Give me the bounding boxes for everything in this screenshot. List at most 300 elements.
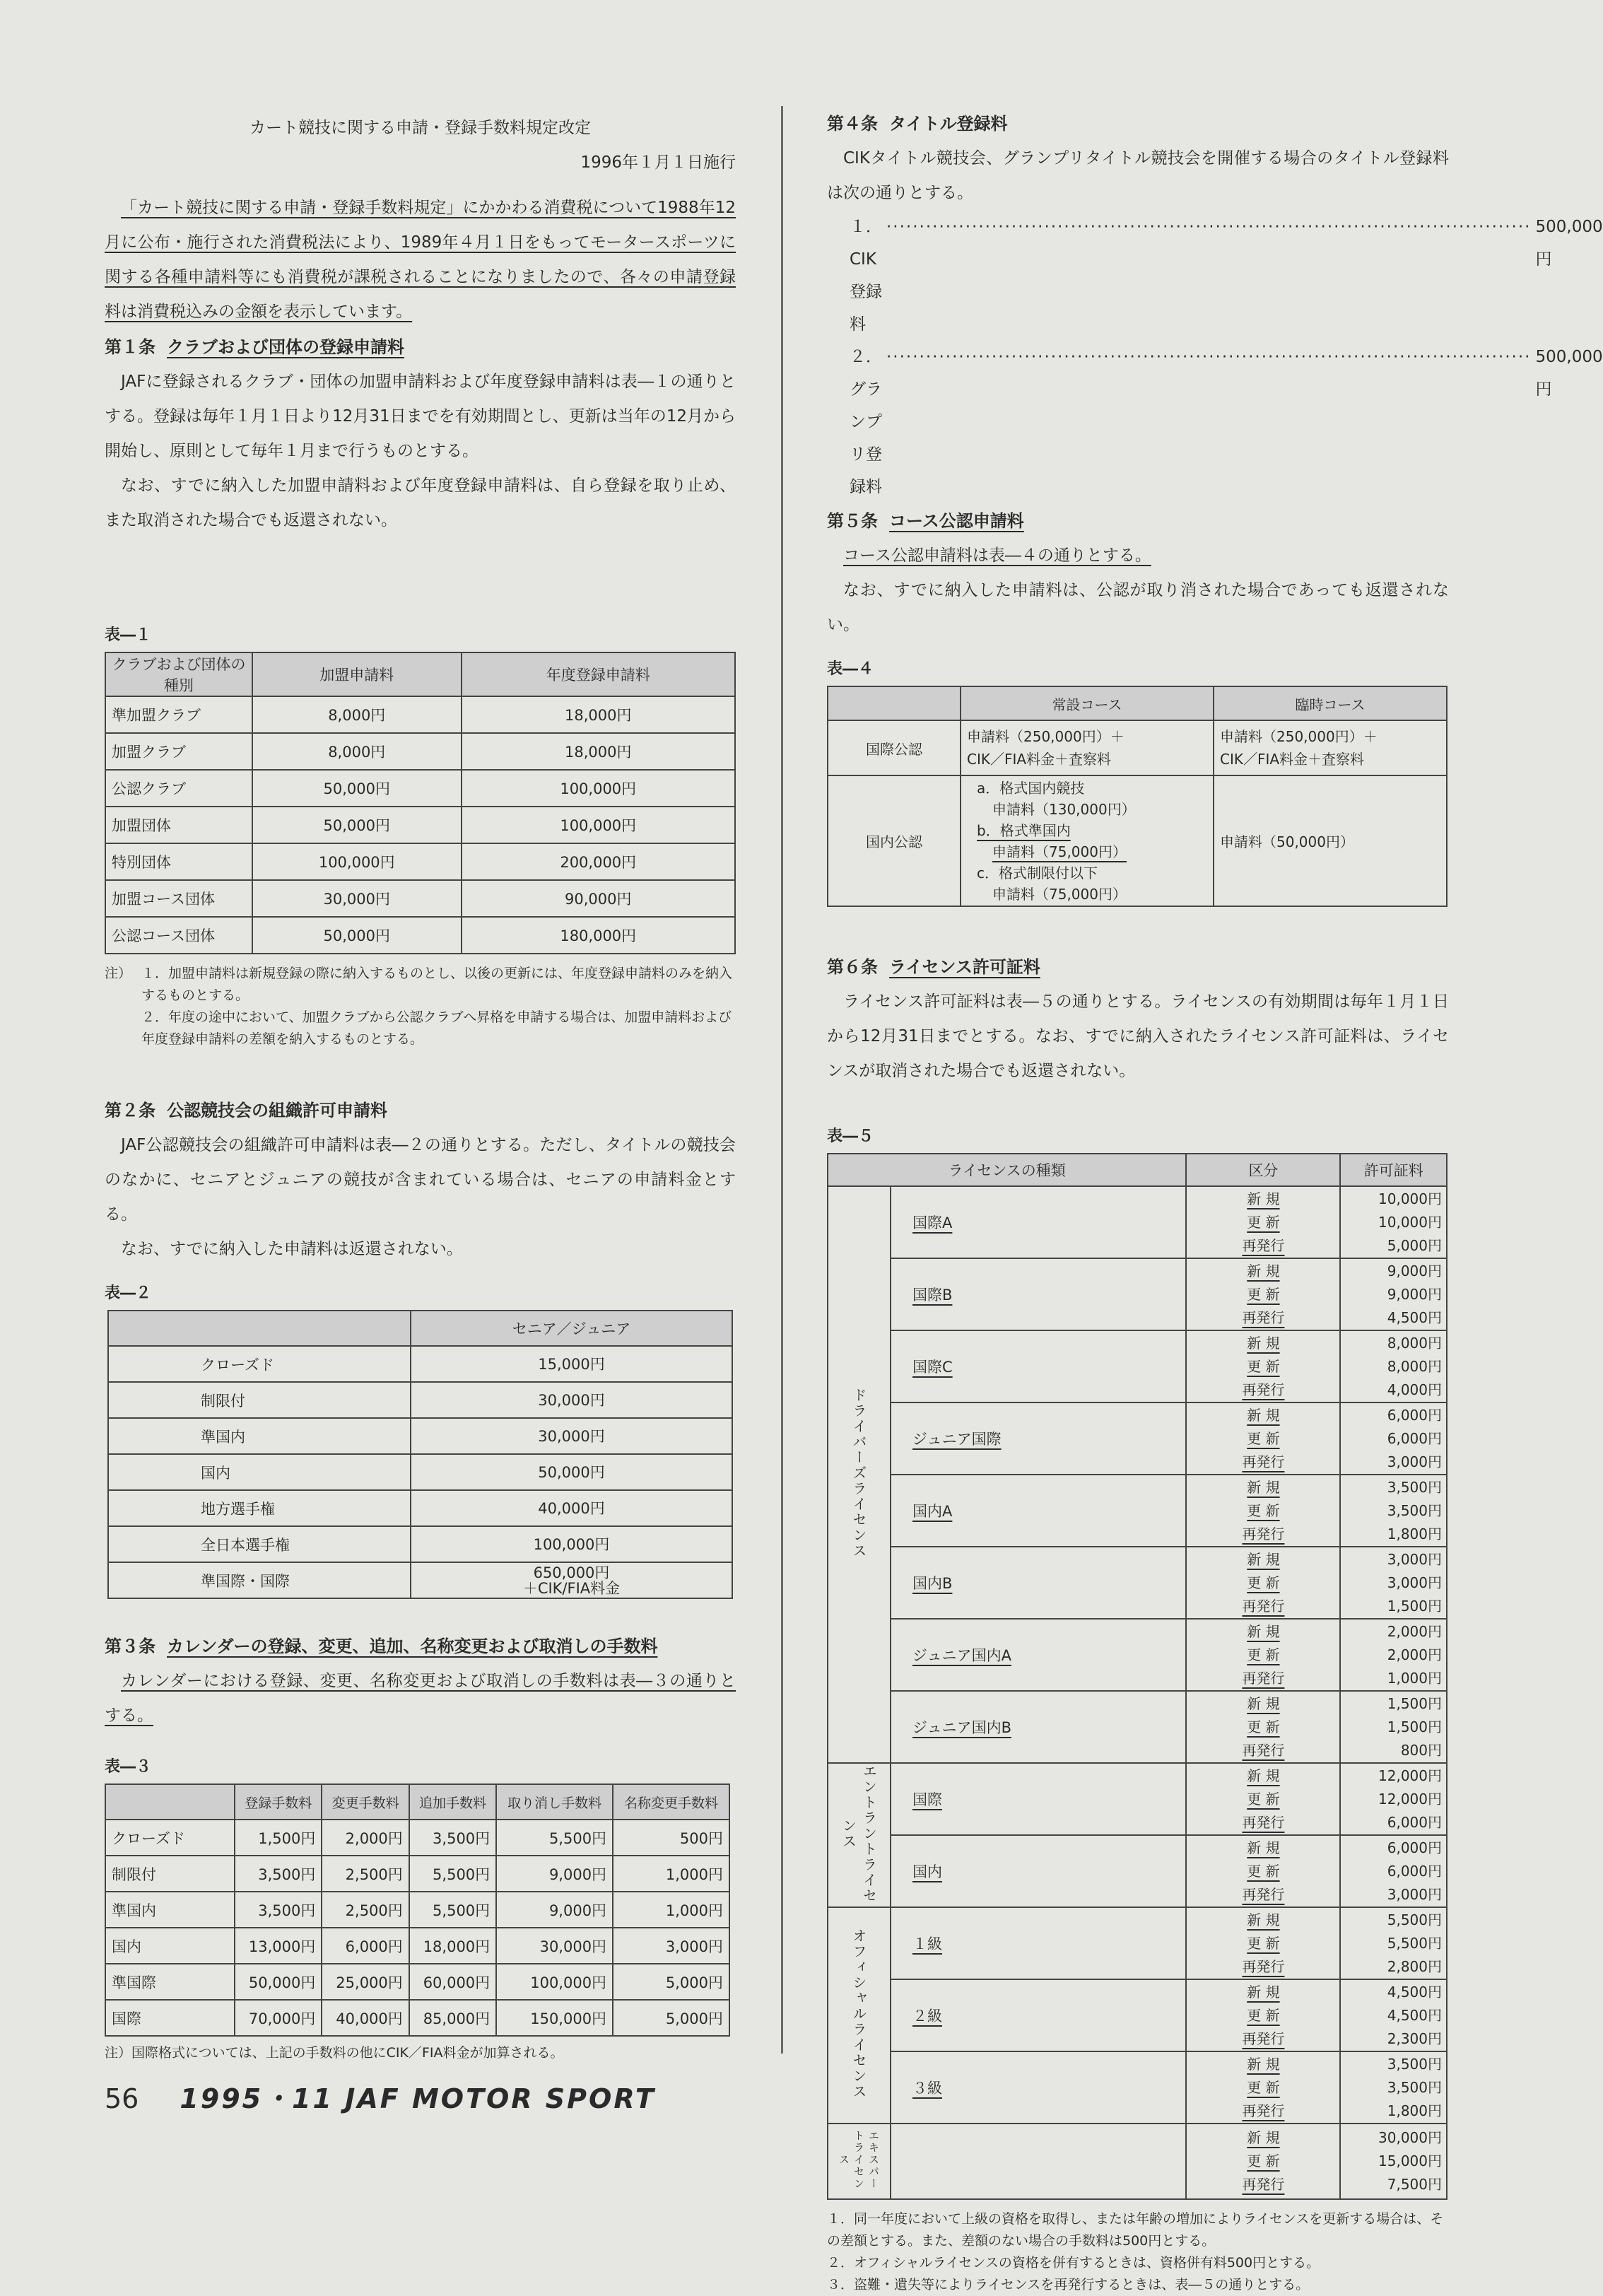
kind-label: 新 規 [1247, 1550, 1280, 1568]
table-cell: ジュニア国際 [891, 1402, 1186, 1475]
table-1 [105, 652, 736, 954]
table-row [108, 1526, 732, 1562]
table-cell [1340, 1330, 1447, 1402]
table-cell: 地方選手権 [108, 1490, 411, 1526]
table-row [105, 1892, 729, 1928]
table-row [828, 1907, 1447, 1979]
article-5-heading: 第５条 コース公認申請料 [827, 511, 1024, 531]
table-cell: 申請料（250,000円）＋ CIK／FIA料金＋査察料 [1214, 720, 1447, 775]
table-row [828, 1763, 1447, 1835]
fee-value: 1,500円 [1387, 1694, 1442, 1712]
kind-label: 更 新 [1247, 1285, 1280, 1303]
kind-label: 更 新 [1247, 1357, 1280, 1375]
table-cell: 3,500円 [235, 1856, 322, 1892]
kind-label: 新 規 [1247, 1983, 1280, 2001]
table-cell: 18,000円 [462, 696, 735, 733]
table-cell: 国際A [891, 1186, 1186, 1258]
fee-value: 15,000円 [1378, 2152, 1442, 2169]
license-group-label: エキスパートライセンス [838, 2129, 880, 2190]
fee-value: 4,000円 [1387, 1381, 1442, 1398]
table-cell: 1,000円 [613, 1892, 729, 1928]
fee-value: 6,000円 [1387, 1862, 1442, 1880]
table-cell [891, 2124, 1186, 2199]
table-cell: 国際公認 [828, 720, 961, 775]
table-cell: 500円 [613, 1820, 729, 1856]
fee-value: 2,000円 [1387, 1646, 1442, 1663]
fee-value: 8,000円 [1387, 1357, 1442, 1375]
table-row [105, 1964, 729, 2000]
page-footer [105, 2077, 656, 2116]
article-3-text: カレンダーにおける登録、変更、名称変更および取消しの手数料は表―３の通りとする。 [105, 1672, 736, 1725]
table-row [105, 880, 735, 917]
table-5-notes [827, 2208, 1449, 2296]
table-row [828, 1475, 1447, 1547]
table-line: 申請料（75,000円） [992, 885, 1127, 903]
table-row [105, 917, 735, 954]
table-row [105, 807, 735, 843]
table-cell: クローズド [105, 1820, 235, 1856]
table-line: 申請料（130,000円） [992, 800, 1136, 818]
table-header: 区分 [1186, 1154, 1340, 1186]
doc-date: 1996年１月１日施行 [580, 153, 736, 172]
table-cell: 国内 [891, 1835, 1186, 1907]
kind-label: 新 規 [1247, 1334, 1280, 1352]
fee-value: 2,300円 [1387, 2030, 1442, 2047]
table-cell: 公認コース団体 [105, 917, 252, 954]
table-cell: 90,000円 [462, 880, 735, 917]
kind-label: 更 新 [1247, 1934, 1280, 1952]
kind-label: 新 規 [1247, 1406, 1280, 1424]
fee-value: 2,000円 [1387, 1622, 1442, 1640]
table-cell [1186, 1547, 1340, 1619]
column-divider [781, 106, 783, 2054]
table-row [105, 2000, 729, 2036]
table-cell [1186, 1402, 1340, 1475]
fee-value: 10,000円 [1378, 1213, 1442, 1231]
table-row [105, 696, 735, 733]
kind-label: 再発行 [1242, 1813, 1285, 1831]
table-cell [1186, 1835, 1340, 1907]
table-row [105, 843, 735, 880]
fee-value: 4,500円 [1387, 1983, 1442, 2001]
table-cell: 25,000円 [322, 1964, 409, 2000]
table-cell [1340, 1763, 1447, 1835]
kind-label: 新 規 [1247, 1190, 1280, 1207]
license-group-label: エントラントライセンス [840, 1763, 878, 1904]
note-item: ２．年度の途中において、加盟クラブから公認クラブへ昇格を申請する場合は、加盟申請料および年度登録申請料の差額を納入するものとする。 [141, 1009, 732, 1047]
table-cell [1186, 1475, 1340, 1547]
table-row [828, 1330, 1447, 1402]
table-row [108, 1454, 732, 1490]
kind-label: 再発行 [1242, 1669, 1285, 1687]
table-cell: 180,000円 [462, 917, 735, 954]
kind-label: 再発行 [1242, 1741, 1285, 1759]
article-5-text: コース公認申請料は表―４の通りとする。 [843, 546, 1151, 565]
table-cell [1186, 1979, 1340, 2051]
table-cell: 国内B [891, 1547, 1186, 1619]
doc-title: カート競技に関する申請・登録手数料規定改定 [249, 119, 591, 137]
fee-value: 3,000円 [1387, 1574, 1442, 1591]
article-2-text: JAF公認競技会の組織許可申請料は表―２の通りとする。ただし、タイトルの競技会のなかに、セニアとジュニアの競技が含まれている場合は、セニアの申請料金とする。 [105, 1136, 736, 1224]
kind-label: 更 新 [1247, 1718, 1280, 1735]
table-cell: 国内 [105, 1928, 235, 1964]
fee-value: 8,000円 [1387, 1334, 1442, 1352]
table-line: c．格式制限付以下 [977, 864, 1098, 882]
table-4-label: 表―４ [827, 660, 874, 678]
kind-label: 更 新 [1247, 1646, 1280, 1663]
kind-label: 新 規 [1247, 1911, 1280, 1928]
fee-value: 12,000円 [1378, 1790, 1442, 1808]
table-cell: １級 [891, 1907, 1186, 1979]
article-5-text-2: なお、すでに納入した申請料は、公認が取り消された場合であっても返還されない。 [827, 581, 1449, 634]
article-6-text: ライセンス許可証料は表―５の通りとする。ライセンスの有効期間は毎年１月１日から12月31日までとする。なお、すでに納入されたライセンス許可証料は、ライセンスが取消された場合でも返還されない。 [827, 992, 1449, 1080]
table-cell: 50,000円 [252, 917, 462, 954]
table-header: セニア／ジュニア [411, 1311, 732, 1346]
title-fee-item: １．CIK登録料 ·································································································· 500,000円 [850, 218, 1603, 334]
table-3 [105, 1784, 730, 2037]
table-cell: 特別団体 [105, 843, 252, 880]
fee-value: 800円 [1400, 1741, 1442, 1759]
table-cell [1340, 2051, 1447, 2124]
table-row [828, 1979, 1447, 2051]
table-cell: 85,000円 [409, 2000, 496, 2036]
table-row [828, 2124, 1447, 2199]
kind-label: 更 新 [1247, 1790, 1280, 1808]
kind-label: 更 新 [1247, 2152, 1280, 2169]
table-cell [1340, 1186, 1447, 1258]
left-column [105, 99, 736, 2064]
fee-value: 6,000円 [1387, 1406, 1442, 1424]
table-cell [1186, 2051, 1340, 2124]
kind-label: 新 規 [1247, 1622, 1280, 1640]
kind-label: 更 新 [1247, 1862, 1280, 1880]
table-row [108, 1490, 732, 1526]
kind-label: 再発行 [1242, 2102, 1285, 2119]
table-header [828, 686, 961, 720]
table-header: 加盟申請料 [252, 652, 462, 696]
kind-label: 再発行 [1242, 1597, 1285, 1615]
fee-value: 30,000円 [1378, 2129, 1442, 2146]
table-cell: 2,500円 [322, 1892, 409, 1928]
table-cell [1340, 1402, 1447, 1475]
table-row [828, 1402, 1447, 1475]
note-item: １．加盟申請料は新規登録の際に納入するものとし、以後の更新には、年度登録申請料のみを納入するものとする。 [141, 966, 733, 1003]
table-header: 年度登録申請料 [462, 652, 735, 696]
table-cell: 5,500円 [409, 1856, 496, 1892]
table-cell: 50,000円 [252, 770, 462, 807]
table-cell: 5,000円 [613, 2000, 729, 2036]
fee-value: 4,500円 [1387, 1308, 1442, 1326]
table-cell: 準国内 [105, 1892, 235, 1928]
table-cell: 650,000円 ＋CIK/FIA料金 [411, 1562, 732, 1598]
kind-label: 更 新 [1247, 1213, 1280, 1231]
table-cell: 100,000円 [411, 1526, 732, 1562]
table-line: a．格式国内競技 [977, 779, 1085, 797]
kind-label: 再発行 [1242, 1885, 1285, 1903]
table-header: ライセンスの種類 [828, 1154, 1186, 1186]
table-cell: 国内A [891, 1475, 1186, 1547]
fee-value: 6,000円 [1387, 1839, 1442, 1856]
intro-paragraph: 「カート競技に関する申請・登録手数料規定」にかかわる消費税について1988年12月に公布・施行された消費税法により、1989年４月１日をもってモータースポーツに関する各種申請料等にも消費税が課税されることになりましたので、各々の申請登録料は消費税込みの金額を表示しています。 [105, 199, 736, 321]
fee-value: 12,000円 [1378, 1767, 1442, 1784]
table-cell: 30,000円 [252, 880, 462, 917]
table-cell: 70,000円 [235, 2000, 322, 2036]
table-cell: 150,000円 [496, 2000, 613, 2036]
table-cell: 5,500円 [409, 1892, 496, 1928]
fee-value: 7,500円 [1387, 2176, 1442, 2193]
table-cell [1186, 1619, 1340, 1691]
table-2 [107, 1310, 733, 1599]
table-header [108, 1311, 411, 1346]
table-cell: 国際C [891, 1330, 1186, 1402]
table-cell: 2,000円 [322, 1820, 409, 1856]
kind-label: 新 規 [1247, 2055, 1280, 2073]
table-cell: 国際 [891, 1763, 1186, 1835]
table-cell: 準国際・国際 [108, 1562, 411, 1598]
table-cell: 制限付 [105, 1856, 235, 1892]
table-cell: 加盟コース団体 [105, 880, 252, 917]
table-line: 申請料（75,000円） [992, 843, 1127, 860]
table-line: b．格式準国内 [977, 821, 1071, 839]
kind-label: 新 規 [1247, 1767, 1280, 1784]
table-cell: 18,000円 [409, 1928, 496, 1964]
table-header: クラブおよび団体の種別 [105, 652, 252, 696]
fee-value: 1,000円 [1387, 1669, 1442, 1687]
note-item: ３．盗難・遺失等によりライセンスを再発行するときは、表―５の通りとする。 [827, 2277, 1310, 2292]
kind-label: 再発行 [1242, 1308, 1285, 1326]
license-group [828, 1763, 891, 1907]
table-cell: 100,000円 [462, 807, 735, 843]
table-cell: ジュニア国内B [891, 1691, 1186, 1763]
table-cell: 1,000円 [613, 1856, 729, 1892]
kind-label: 再発行 [1242, 2030, 1285, 2047]
table-cell: 100,000円 [496, 1964, 613, 2000]
table-row [105, 770, 735, 807]
table-row [828, 1691, 1447, 1763]
note-item: ２．オフィシャルライセンスの資格を併有するときは、資格併有料500円とする。 [827, 2255, 1320, 2271]
article-3-heading: 第３条 カレンダーの登録、変更、追加、名称変更および取消しの手数料 [105, 1636, 658, 1656]
fee-value: 5,500円 [1387, 1911, 1442, 1928]
table-cell: 13,000円 [235, 1928, 322, 1964]
table-row [108, 1562, 732, 1598]
table-row [828, 1619, 1447, 1691]
table-cell: ジュニア国内A [891, 1619, 1186, 1691]
fee-value: 1,500円 [1387, 1718, 1442, 1735]
table-1-label: 表―１ [105, 626, 152, 644]
fee-value: 3,500円 [1387, 2078, 1442, 2096]
table-cell: 50,000円 [235, 1964, 322, 2000]
table-cell: 国際B [891, 1258, 1186, 1330]
fee-value: 6,000円 [1387, 1429, 1442, 1447]
table-cell: 9,000円 [496, 1856, 613, 1892]
fee-value: 1,500円 [1387, 1597, 1442, 1615]
title-fee-item: ２．グランプリ登録料 ·································································································· 500,000円 [850, 348, 1603, 496]
table-cell: 3,500円 [409, 1820, 496, 1856]
table-cell: 100,000円 [462, 770, 735, 807]
kind-label: 更 新 [1247, 2078, 1280, 2096]
table-cell [1186, 1330, 1340, 1402]
license-group-label: ドライバーズライセンス [850, 1387, 867, 1559]
table-cell [1340, 1258, 1447, 1330]
table-4 [827, 686, 1448, 907]
table-cell: 3,500円 [235, 1892, 322, 1928]
table-cell: 40,000円 [322, 2000, 409, 2036]
kind-label: 再発行 [1242, 1525, 1285, 1542]
table-header: 変更手数料 [322, 1784, 409, 1820]
article-6-heading: 第６条 ライセンス許可証料 [827, 957, 1040, 977]
kind-label: 新 規 [1247, 1694, 1280, 1712]
table-cell: 3,000円 [613, 1928, 729, 1964]
table-cell: 国内公認 [828, 775, 961, 906]
fee-value: 3,000円 [1387, 1885, 1442, 1903]
kind-label: 更 新 [1247, 1574, 1280, 1591]
fee-value: 9,000円 [1387, 1285, 1442, 1303]
notes-label: 注） [105, 966, 132, 981]
note-item: １．同一年度において上級の資格を取得し、または年齢の増加によりライセンスを更新する場合は、その差額とする。また、差額のない場合の手数料は500円とする。 [827, 2211, 1444, 2249]
fee-value: 10,000円 [1378, 1190, 1442, 1207]
table-cell: 30,000円 [411, 1418, 732, 1454]
kind-label: 新 規 [1247, 2129, 1280, 2146]
table-row [108, 1418, 732, 1454]
table-row [828, 1547, 1447, 1619]
table-cell [1340, 1907, 1447, 1979]
table-cell: 60,000円 [409, 1964, 496, 2000]
table-cell [961, 775, 1214, 906]
article-4-text: CIKタイトル競技会、グランプリタイトル競技会を開催する場合のタイトル登録料は次の通りとする。 [827, 149, 1449, 202]
table-header: 常設コース [961, 686, 1214, 720]
kind-label: 新 規 [1247, 1478, 1280, 1496]
fee-value: 1,800円 [1387, 2102, 1442, 2119]
kind-label: 更 新 [1247, 2006, 1280, 2024]
kind-label: 更 新 [1247, 1429, 1280, 1447]
table-row [108, 1346, 732, 1382]
table-header: 登録手数料 [235, 1784, 322, 1820]
table-cell [1186, 1186, 1340, 1258]
article-2-heading: 第２条 公認競技会の組織許可申請料 [105, 1101, 387, 1120]
table-cell: 200,000円 [462, 843, 735, 880]
table-cell [1340, 1835, 1447, 1907]
kind-label: 更 新 [1247, 1501, 1280, 1519]
table-cell: 2,500円 [322, 1856, 409, 1892]
table-cell: 加盟団体 [105, 807, 252, 843]
table-3-label: 表―３ [105, 1758, 152, 1776]
table-header: 許可証料 [1340, 1154, 1447, 1186]
kind-label: 再発行 [1242, 2176, 1285, 2193]
table-cell: 5,500円 [496, 1820, 613, 1856]
table-cell: 国際 [105, 2000, 235, 2036]
table-cell: 1,500円 [235, 1820, 322, 1856]
table-cell: 50,000円 [252, 807, 462, 843]
table-cell [1340, 1691, 1447, 1763]
page-number: 56 [105, 2083, 139, 2114]
article-1-text-2: なお、すでに納入した加盟申請料および年度登録申請料は、自ら登録を取り止め、また取消された場合でも返還されない。 [105, 476, 736, 529]
license-group-label: オフィシャルライセンス [850, 1928, 867, 2099]
table-row [105, 1928, 729, 1964]
table-cell [1340, 1979, 1447, 2051]
kind-label: 再発行 [1242, 1381, 1285, 1398]
table-cell: 30,000円 [411, 1382, 732, 1418]
table-row [828, 2051, 1447, 2124]
table-cell [1340, 1547, 1447, 1619]
table-cell [1340, 1619, 1447, 1691]
table-cell: 100,000円 [252, 843, 462, 880]
table-5-label: 表―５ [827, 1128, 874, 1145]
license-group [828, 1186, 891, 1763]
table-cell [1340, 1475, 1447, 1547]
table-cell [1186, 1763, 1340, 1835]
table-row [828, 1258, 1447, 1330]
kind-label: 新 規 [1247, 1262, 1280, 1279]
table-cell: ２級 [891, 1979, 1186, 2051]
table-row [828, 1186, 1447, 1258]
table-cell: 制限付 [108, 1382, 411, 1418]
table-cell: 申請料（50,000円） [1214, 775, 1447, 906]
fee-value: 3,000円 [1387, 1550, 1442, 1568]
table-row [105, 1820, 729, 1856]
fee-value: 3,500円 [1387, 1501, 1442, 1519]
table-cell: 40,000円 [411, 1490, 732, 1526]
table-header [105, 1784, 235, 1820]
table-cell: クローズド [108, 1346, 411, 1382]
table-cell: 8,000円 [252, 696, 462, 733]
table-header: 追加手数料 [409, 1784, 496, 1820]
table-cell: 15,000円 [411, 1346, 732, 1382]
table-cell: ３級 [891, 2051, 1186, 2124]
table-5 [827, 1153, 1448, 2200]
kind-label: 再発行 [1242, 1453, 1285, 1470]
fee-value: 3,000円 [1387, 1453, 1442, 1470]
table-cell: 9,000円 [496, 1892, 613, 1928]
fee-value: 6,000円 [1387, 1813, 1442, 1831]
table-cell [1186, 1691, 1340, 1763]
table-cell: 加盟クラブ [105, 733, 252, 770]
table-cell: 5,000円 [613, 1964, 729, 2000]
table-row [105, 1856, 729, 1892]
table-cell: 国内 [108, 1454, 411, 1490]
fee-value: 5,000円 [1387, 1236, 1442, 1254]
kind-label: 新 規 [1247, 1839, 1280, 1856]
table-row [108, 1382, 732, 1418]
table-1-notes [105, 963, 736, 1050]
license-group [828, 1907, 891, 2124]
table-3-note: 注）国際格式については、上記の手数料の他にCIK／FIA料金が加算される。 [105, 2045, 564, 2061]
table-header: 取り消し手数料 [496, 1784, 613, 1820]
table-cell: 全日本選手権 [108, 1526, 411, 1562]
fee-value: 9,000円 [1387, 1262, 1442, 1279]
fee-value: 1,800円 [1387, 1525, 1442, 1542]
table-cell: 50,000円 [411, 1454, 732, 1490]
table-cell [1186, 1907, 1340, 1979]
magazine-title: 1995・11 JAF MOTOR SPORT [180, 2083, 656, 2114]
fee-value: 5,500円 [1387, 1934, 1442, 1952]
fee-value: 3,500円 [1387, 2055, 1442, 2073]
table-row [828, 1835, 1447, 1907]
table-row [105, 733, 735, 770]
article-2-text-2: なお、すでに納入した申請料は返還されない。 [121, 1240, 463, 1258]
fee-value: 2,800円 [1387, 1957, 1442, 1975]
table-cell [1186, 2124, 1340, 2199]
table-header: 名称変更手数料 [613, 1784, 729, 1820]
kind-label: 再発行 [1242, 1236, 1285, 1254]
table-cell: 準国際 [105, 1964, 235, 2000]
table-cell: 30,000円 [496, 1928, 613, 1964]
table-cell: 公認クラブ [105, 770, 252, 807]
table-cell [1186, 1258, 1340, 1330]
table-2-label: 表―２ [105, 1284, 152, 1302]
fee-value: 4,500円 [1387, 2006, 1442, 2024]
table-cell: 18,000円 [462, 733, 735, 770]
table-cell: 8,000円 [252, 733, 462, 770]
